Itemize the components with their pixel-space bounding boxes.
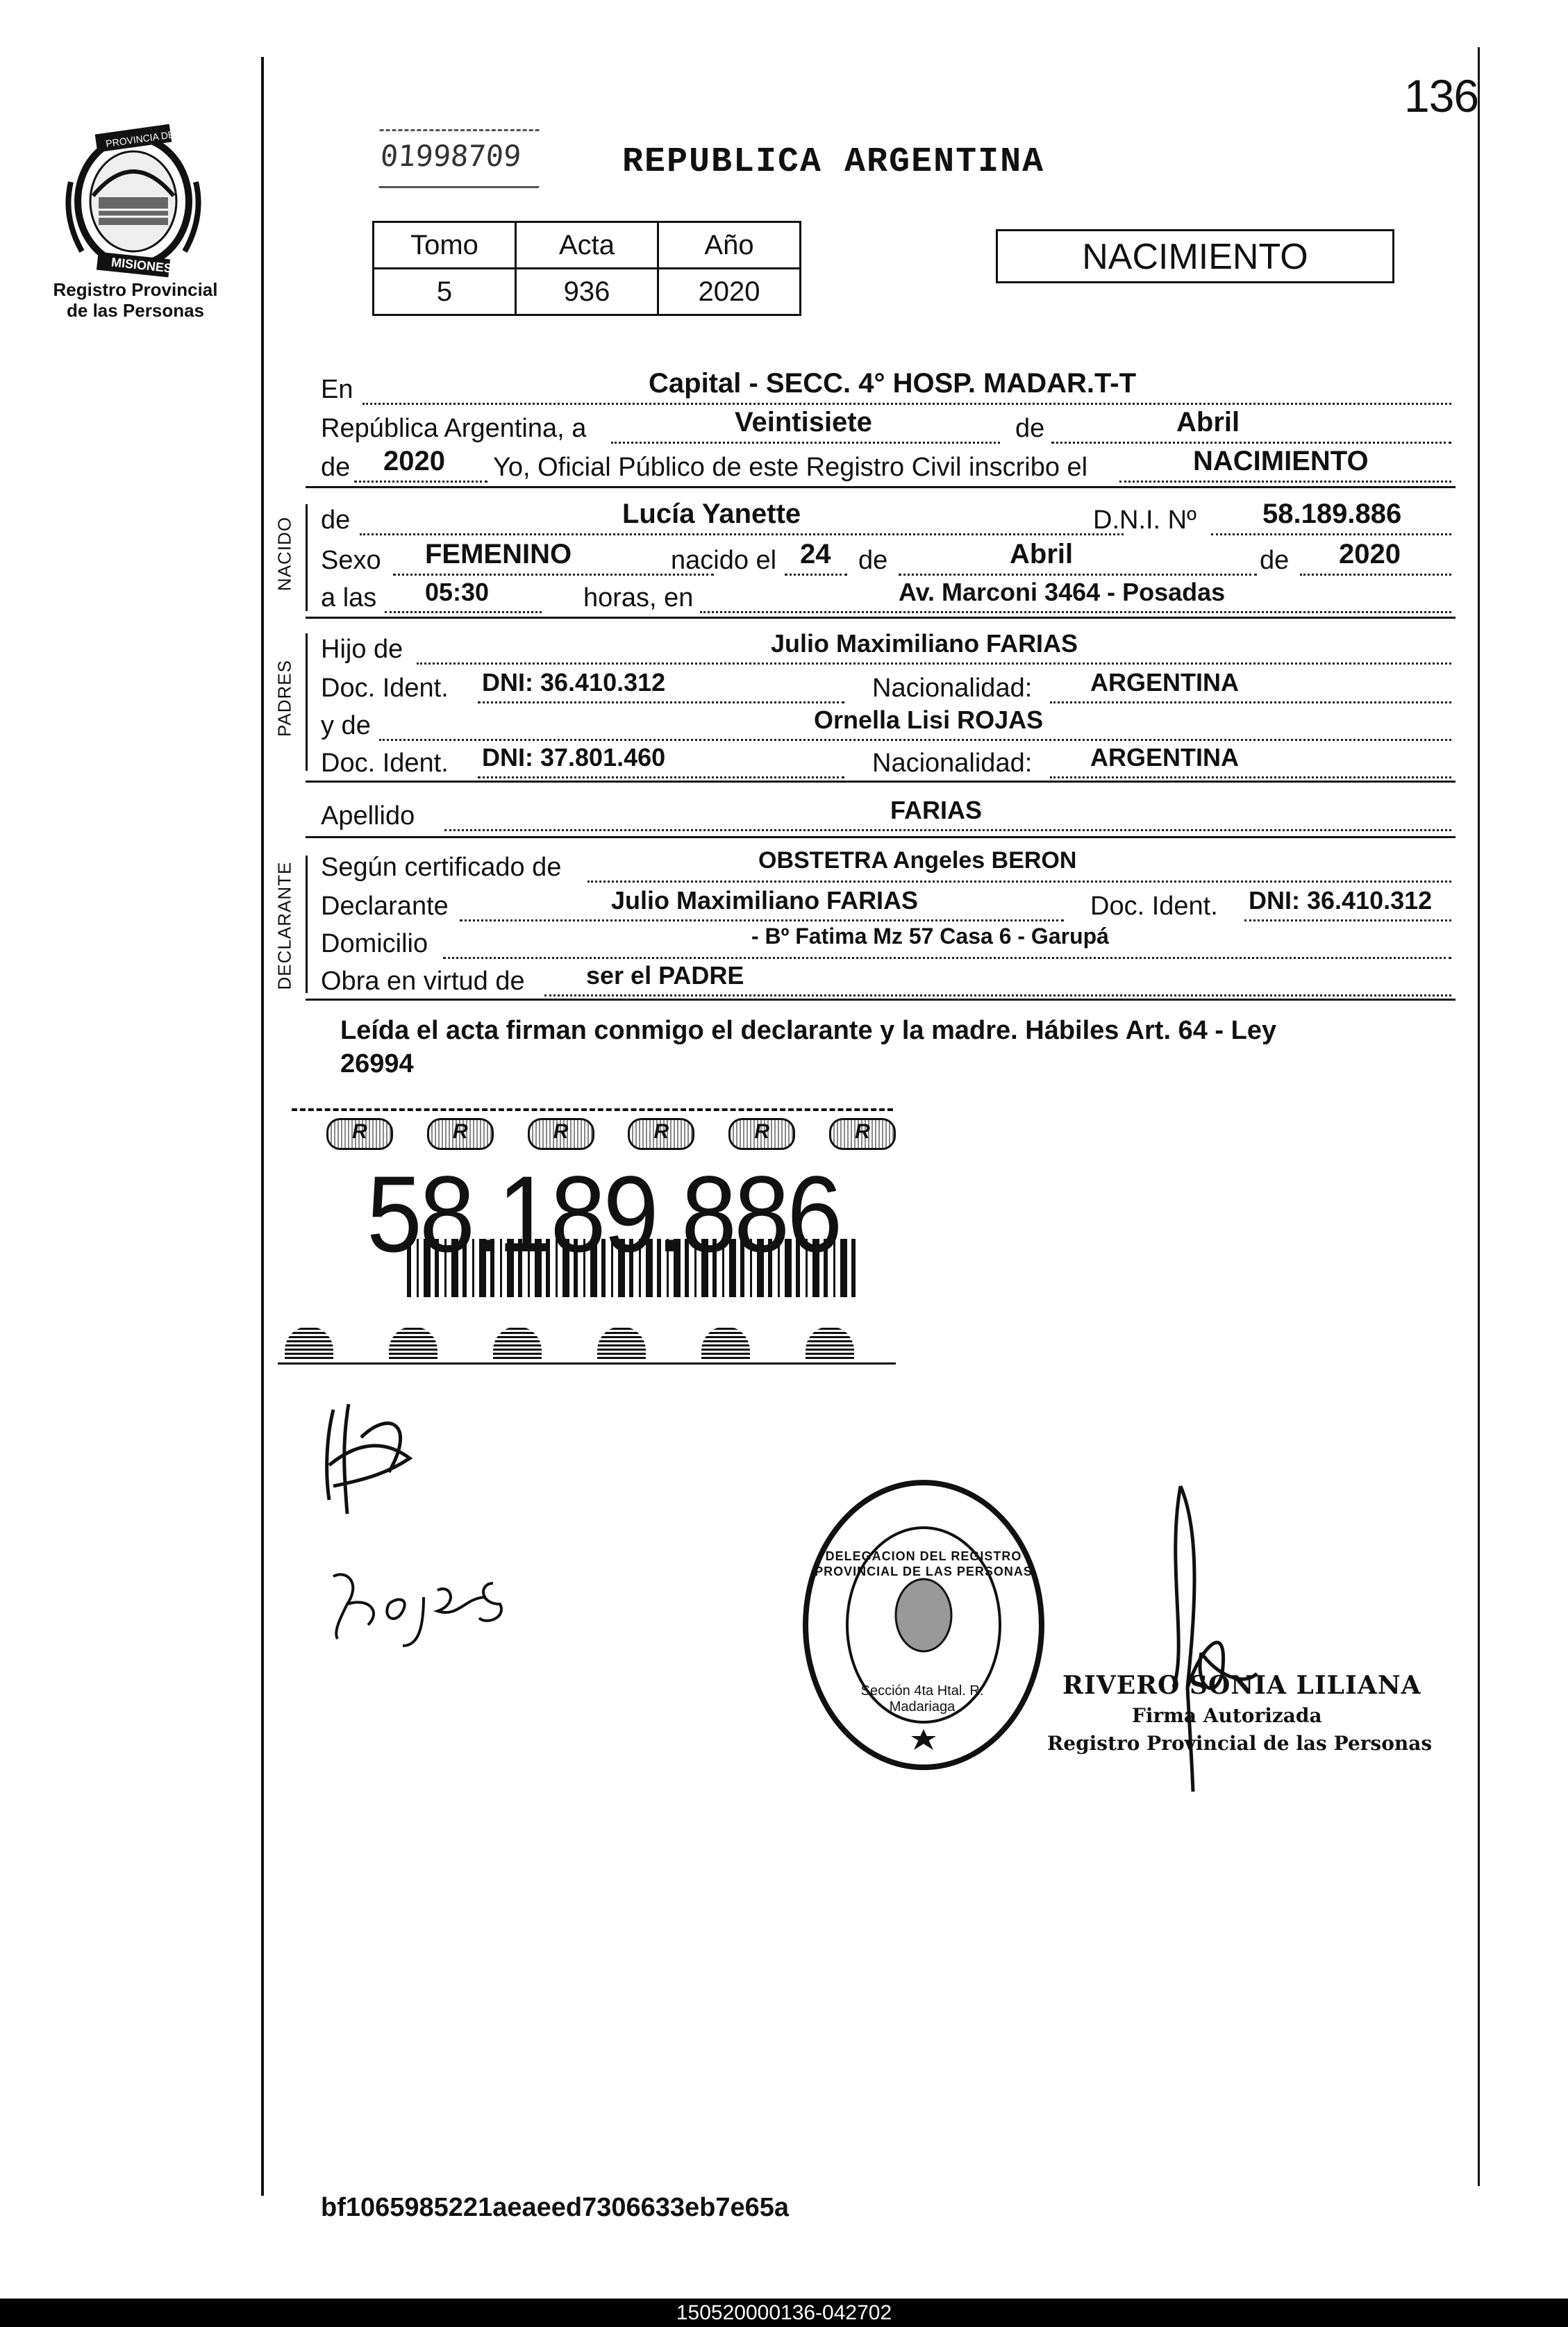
section-divider: [306, 781, 1456, 783]
certificado-label: Según certificado de: [321, 853, 562, 882]
row-mother-doc: [321, 743, 1454, 779]
dotted-leader: [362, 403, 1451, 405]
registry-label-line2: de las Personas: [67, 300, 204, 321]
dotted-leader: [393, 574, 714, 576]
doc-ident-label: Doc. Ident.: [321, 674, 449, 703]
padres-bracket: [306, 633, 308, 771]
dotted-leader: [354, 481, 487, 483]
dotted-leader: [379, 739, 1451, 741]
header-anio: Año: [658, 222, 801, 269]
right-margin-line: [1478, 47, 1480, 2186]
dotted-leader: [785, 574, 847, 576]
dotted-leader: [1244, 919, 1451, 921]
value-tomo: 5: [374, 269, 516, 315]
birth-day-value: 24: [800, 539, 831, 569]
father-name-value: Julio Maximiliano FARIAS: [771, 629, 1078, 658]
sticker-logo-row-top: [326, 1118, 896, 1150]
row-certificate: [321, 847, 1454, 883]
capacity-value: ser el PADRE: [586, 961, 744, 990]
obra-label: Obra en virtud de: [321, 967, 525, 996]
y-de-label: y de: [321, 711, 371, 740]
dotted-leader: [478, 701, 844, 703]
left-margin-line: [261, 57, 264, 2196]
inscribed-value: NACIMIENTO: [1193, 446, 1369, 476]
logo-text-bottom: MISIONES: [110, 255, 173, 276]
mother-doc-value: DNI: 37.801.460: [482, 743, 666, 772]
birth-time-value: 05:30: [425, 578, 490, 606]
domicilio-label: Domicilio: [321, 929, 428, 958]
row-address: [321, 924, 1454, 960]
header-acta: Acta: [516, 222, 658, 269]
value-anio: 2020: [658, 269, 801, 315]
doc-ident-label: Doc. Ident.: [321, 749, 449, 778]
closing-line1: Leída el acta firman conmigo el declarante y la madre. Hábiles Art. 64 - Ley: [340, 1016, 1277, 1045]
year-label: de: [321, 453, 351, 482]
sexo-value: FEMENINO: [425, 539, 572, 569]
row-newborn-name: [321, 499, 1454, 536]
newborn-dni-value: 58.189.886: [1262, 499, 1402, 529]
dotted-leader: [587, 881, 1451, 883]
serial-number: 01998709: [379, 139, 523, 173]
misiones-province-logo: [57, 119, 210, 279]
row-capacity: [321, 961, 1454, 997]
row-father: [321, 629, 1454, 665]
surname-value: FARIAS: [890, 796, 983, 824]
dotted-leader: [478, 776, 844, 778]
registry-r-icon: R: [728, 1118, 795, 1150]
sticker-top-border: [292, 1108, 893, 1111]
section-divider: [306, 486, 1456, 488]
official-name: RIVERO SONIA LILIANA: [1062, 1671, 1421, 1700]
declarante-bracket: [306, 856, 308, 993]
value-acta: 936: [516, 269, 658, 315]
registry-r-icon: R: [326, 1118, 393, 1150]
registry-r-icon: R: [628, 1118, 694, 1150]
father-doc-value: DNI: 36.410.312: [482, 668, 666, 697]
year-value: 2020: [383, 446, 445, 476]
de-label: de: [1260, 546, 1290, 575]
registry-r-icon: R: [829, 1118, 896, 1150]
mother-signature: [319, 1555, 514, 1653]
registry-r-icon: R: [528, 1118, 594, 1150]
mother-nationality-value: ARGENTINA: [1090, 743, 1239, 772]
dotted-leader: [385, 611, 542, 613]
day-words-value: Veintisiete: [735, 407, 872, 437]
dotted-leader: [417, 662, 1451, 665]
dotted-leader: [1050, 701, 1451, 703]
nacionalidad-label: Nacionalidad:: [872, 749, 1033, 778]
dotted-leader: [611, 442, 1000, 444]
apellido-label: Apellido: [321, 801, 415, 831]
dotted-leader: [700, 611, 1451, 613]
registry-table-header-row: [374, 222, 801, 269]
logo-text-top: PROVINCIA DE: [105, 128, 176, 149]
nacido-el-label: nacido el: [671, 546, 777, 575]
sexo-label: Sexo: [321, 546, 381, 575]
dotted-leader: [1300, 574, 1451, 576]
registry-r-icon: [597, 1326, 646, 1361]
official-stamp: [792, 1472, 1056, 1778]
padres-section-label: PADRES: [274, 660, 295, 737]
dotted-leader: [1211, 533, 1451, 535]
row-father-doc: [321, 668, 1454, 704]
newborn-name-value: Lucía Yanette: [622, 499, 801, 529]
address-value: - Bº Fatima Mz 57 Casa 6 - Garupá: [751, 924, 1109, 949]
dotted-leader: [1051, 442, 1451, 444]
dotted-leader: [1119, 481, 1451, 483]
stamp-inner-text: Sección 4ta Htal. R. Madariaga: [860, 1683, 984, 1715]
sticker-logo-row-bottom: [285, 1326, 854, 1361]
footer-code: 150520000136-042702: [676, 2301, 892, 2324]
birth-place-value: Av. Marconi 3464 - Posadas: [899, 578, 1226, 606]
dni-label: D.N.I. Nº: [1093, 506, 1196, 535]
registry-r-icon: [389, 1326, 437, 1361]
certificate-value: OBSTETRA Angeles BERON: [758, 847, 1077, 874]
dotted-leader: [899, 574, 1257, 576]
declarant-name-value: Julio Maximiliano FARIAS: [611, 886, 919, 915]
document-hash: bf1065985221aeaeed7306633eb7e65a: [321, 2193, 790, 2222]
barcode-number: 58.189.886: [367, 1154, 840, 1275]
registry-r-icon: R: [427, 1118, 494, 1150]
horas-label: horas, en: [583, 583, 694, 612]
row-time-place: [321, 578, 1454, 614]
registry-r-icon: [701, 1326, 750, 1361]
registry-table: [372, 221, 801, 316]
row-officer: [321, 446, 1454, 483]
birth-month-value: Abril: [1010, 539, 1074, 569]
registry-label-line1: Registro Provincial: [53, 279, 218, 300]
declarante-section-label: DECLARANTE: [274, 861, 295, 990]
dotted-leader: [460, 919, 1064, 921]
row-mother: [321, 706, 1454, 742]
row-sex-birth: [321, 539, 1454, 576]
dotted-leader: [444, 829, 1451, 831]
hijo-de-label: Hijo de: [321, 635, 403, 664]
dotted-leader: [1050, 776, 1451, 778]
country-title: REPUBLICA ARGENTINA: [622, 142, 1045, 182]
mother-name-value: Ornella Lisi ROJAS: [814, 706, 1044, 734]
en-label: En: [321, 375, 353, 404]
page-number: 136: [1404, 70, 1479, 122]
section-divider: [306, 836, 1456, 838]
row-place: [321, 368, 1454, 406]
officer-text: Yo, Oficial Público de este Registro Civil inscribo el: [493, 453, 1088, 482]
place-value: Capital - SECC. 4° HOSP. MADAR.T-T: [649, 368, 1137, 399]
row-date: [321, 407, 1454, 444]
registry-r-icon: [493, 1326, 542, 1361]
father-signature: [306, 1396, 444, 1555]
registry-label: [42, 279, 229, 321]
official-role: Firma Autorizada: [1132, 1704, 1322, 1727]
father-nationality-value: ARGENTINA: [1090, 668, 1239, 697]
nacido-section-label: NACIDO: [274, 516, 295, 592]
nacionalidad-label: Nacionalidad:: [872, 674, 1033, 703]
dotted-leader: [443, 957, 1451, 959]
section-divider: [306, 999, 1456, 1001]
republic-label: República Argentina, a: [321, 414, 587, 443]
month-value: Abril: [1176, 407, 1240, 437]
de-label: de: [858, 546, 888, 575]
sticker-bottom-border: [278, 1362, 896, 1365]
declarant-doc-value: DNI: 36.410.312: [1249, 886, 1433, 915]
stamp-ring-text: DELEGACION DEL REGISTRO PROVINCIAL DE LAS PERSONAS: [815, 1549, 1033, 1578]
registry-r-icon: [806, 1326, 854, 1361]
document-type-box: NACIMIENTO: [996, 229, 1394, 283]
closing-line2: 26994: [340, 1049, 414, 1078]
registry-r-icon: [285, 1326, 333, 1361]
section-divider: [306, 617, 1456, 619]
de-label: de: [321, 506, 351, 535]
row-declarant: [321, 886, 1454, 922]
dotted-leader: [360, 533, 1124, 535]
dotted-leader: [544, 994, 1451, 996]
header-tomo: Tomo: [374, 222, 516, 269]
closing-statement: [340, 1014, 1424, 1081]
doc-ident-label: Doc. Ident.: [1090, 892, 1218, 921]
official-organization: Registro Provincial de las Personas: [1047, 1732, 1433, 1755]
row-surname: [321, 796, 1454, 832]
birth-year-value: 2020: [1339, 539, 1401, 569]
de-label: de: [1015, 414, 1045, 443]
declarante-label: Declarante: [321, 892, 449, 921]
registry-table-value-row: [374, 269, 801, 315]
a-las-label: a las: [321, 583, 377, 612]
nacido-bracket: [306, 504, 308, 611]
